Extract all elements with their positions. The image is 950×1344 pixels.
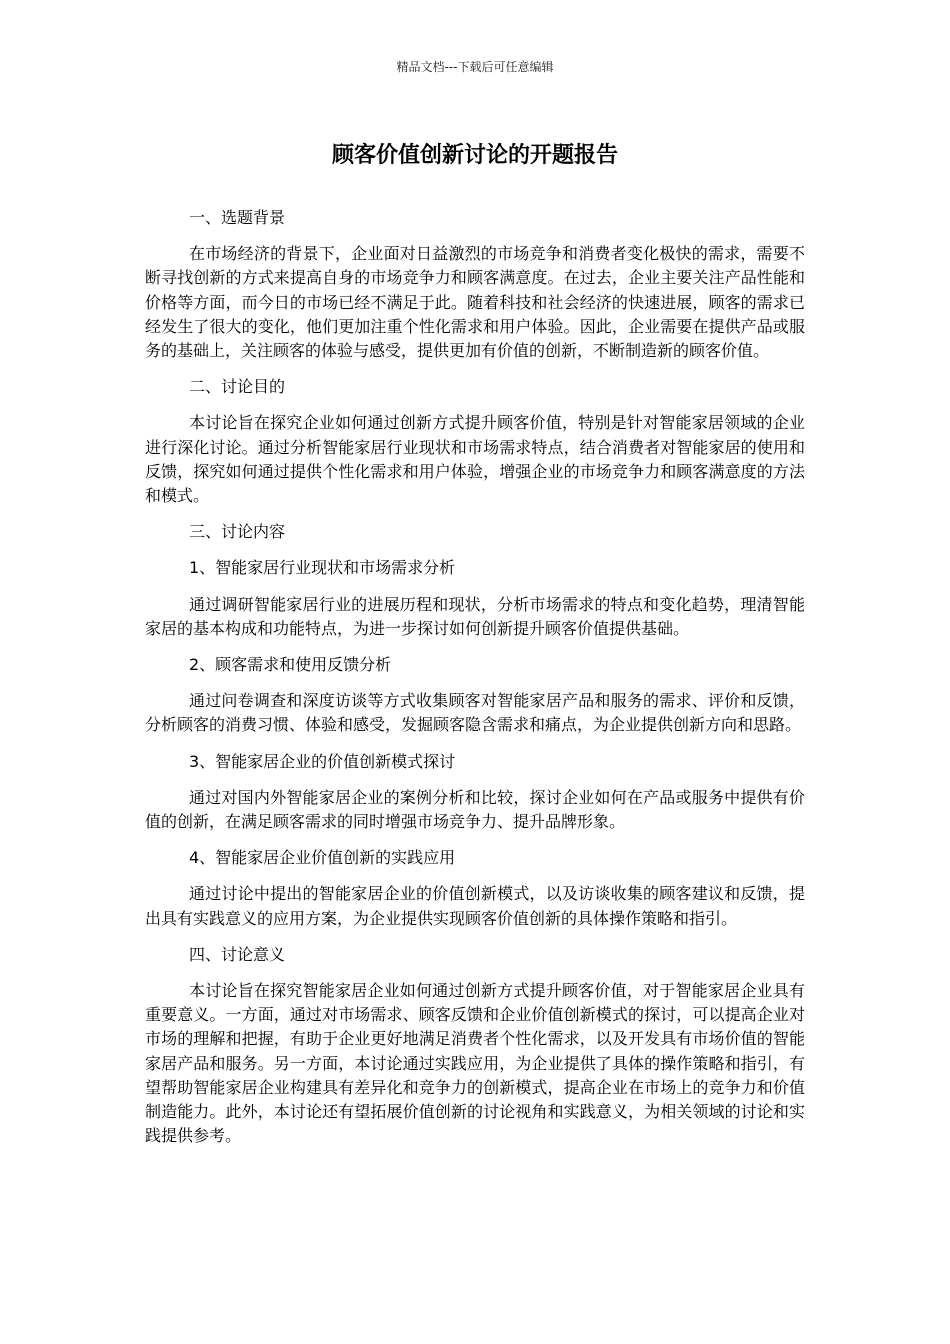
- subsection-heading-2: 2、顾客需求和使用反馈分析: [189, 655, 392, 675]
- document-body: [145, 206, 805, 1161]
- section-paragraph-purpose: 本讨论旨在探究企业如何通过创新方式提升顾客价值，特别是针对智能家居领域的企业进行深化讨论。通过分析智能家居行业现状和市场需求特点，结合消费者对智能家居的使用和反馈，探究如何通过提供个性化需求和用户体验，增强企业的市场竞争力和顾客满意度的方法和模式。: [145, 413, 805, 506]
- section-heading-content: 三、讨论内容: [189, 522, 286, 542]
- subsection-paragraph-1: 通过调研智能家居行业的进展历程和现状，分析市场需求的特点和变化趋势，理清智能家居的基本构成和功能特点，为进一步探讨如何创新提升顾客价值提供基础。: [145, 594, 805, 638]
- subsection-heading-3: 3、智能家居企业的价值创新模式探讨: [189, 751, 456, 771]
- subsection-paragraph-2: 通过问卷调查和深度访谈等方式收集顾客对智能家居产品和服务的需求、评价和反馈，分析顾客的消费习惯、体验和感受，发掘顾客隐含需求和痛点，为企业提供创新方向和思路。: [145, 691, 805, 735]
- subsection-paragraph-3: 通过对国内外智能家居企业的案例分析和比较，探讨企业如何在产品或服务中提供有价值的创新，在满足顾客需求的同时增强市场竞争力、提升品牌形象。: [145, 787, 805, 832]
- section-heading-purpose: 二、讨论目的: [189, 377, 286, 397]
- section-heading-background: 一、选题背景: [189, 208, 286, 227]
- subsection-heading-1: 1、智能家居行业现状和市场需求分析: [189, 558, 456, 578]
- document-title: 顾客价值创新讨论的开题报告: [331, 143, 618, 168]
- header-note: 精品文档---下载后可任意编辑: [396, 60, 554, 74]
- section-heading-significance: 四、讨论意义: [189, 944, 286, 964]
- section-paragraph-significance: 本讨论旨在探究智能家居企业如何通过创新方式提升顾客价值，对于智能家居企业具有重要意义。一方面，通过对市场需求、顾客反馈和企业价值创新模式的探讨，可以提高企业对市场的理解和把握，有助于企业更好地满足消费者个性化需求，以及开发具有市场价值的智能家居产品和服务。另一方面，本讨论通过实践应用，为企业提供了具体的操作策略和指引，有望帮助智能家居企业构建具有差异化和竞争力的创新模式，提高企业在市场上的竞争力和价值制造能力。此外，本讨论还有望拓展价值创新的讨论视角和实践意义，为相关领域的讨论和实践提供参考。: [145, 981, 805, 1146]
- section-paragraph-background: 在市场经济的背景下，企业面对日益激烈的市场竞争和消费者变化极快的需求，需要不断寻找创新的方式来提高自身的市场竞争力和顾客满意度。在过去，企业主要关注产品性能和价格等方面，而今日的市场已经不满足于此。随着科技和社会经济的快速进展，顾客的需求已经发生了很大的变化，他们更加注重个性化需求和用户体验。因此，企业需要在提供产品或服务的基础上，关注顾客的体验与感受，提供更加有价值的创新，不断制造新的顾客价值。: [145, 244, 805, 361]
- subsection-heading-4: 4、智能家居企业价值创新的实践应用: [189, 848, 456, 868]
- subsection-paragraph-4: 通过讨论中提出的智能家居企业的价值创新模式，以及访谈收集的顾客建议和反馈，提出具有实践意义的应用方案，为企业提供实现顾客价值创新的具体操作策略和指引。: [145, 884, 805, 928]
